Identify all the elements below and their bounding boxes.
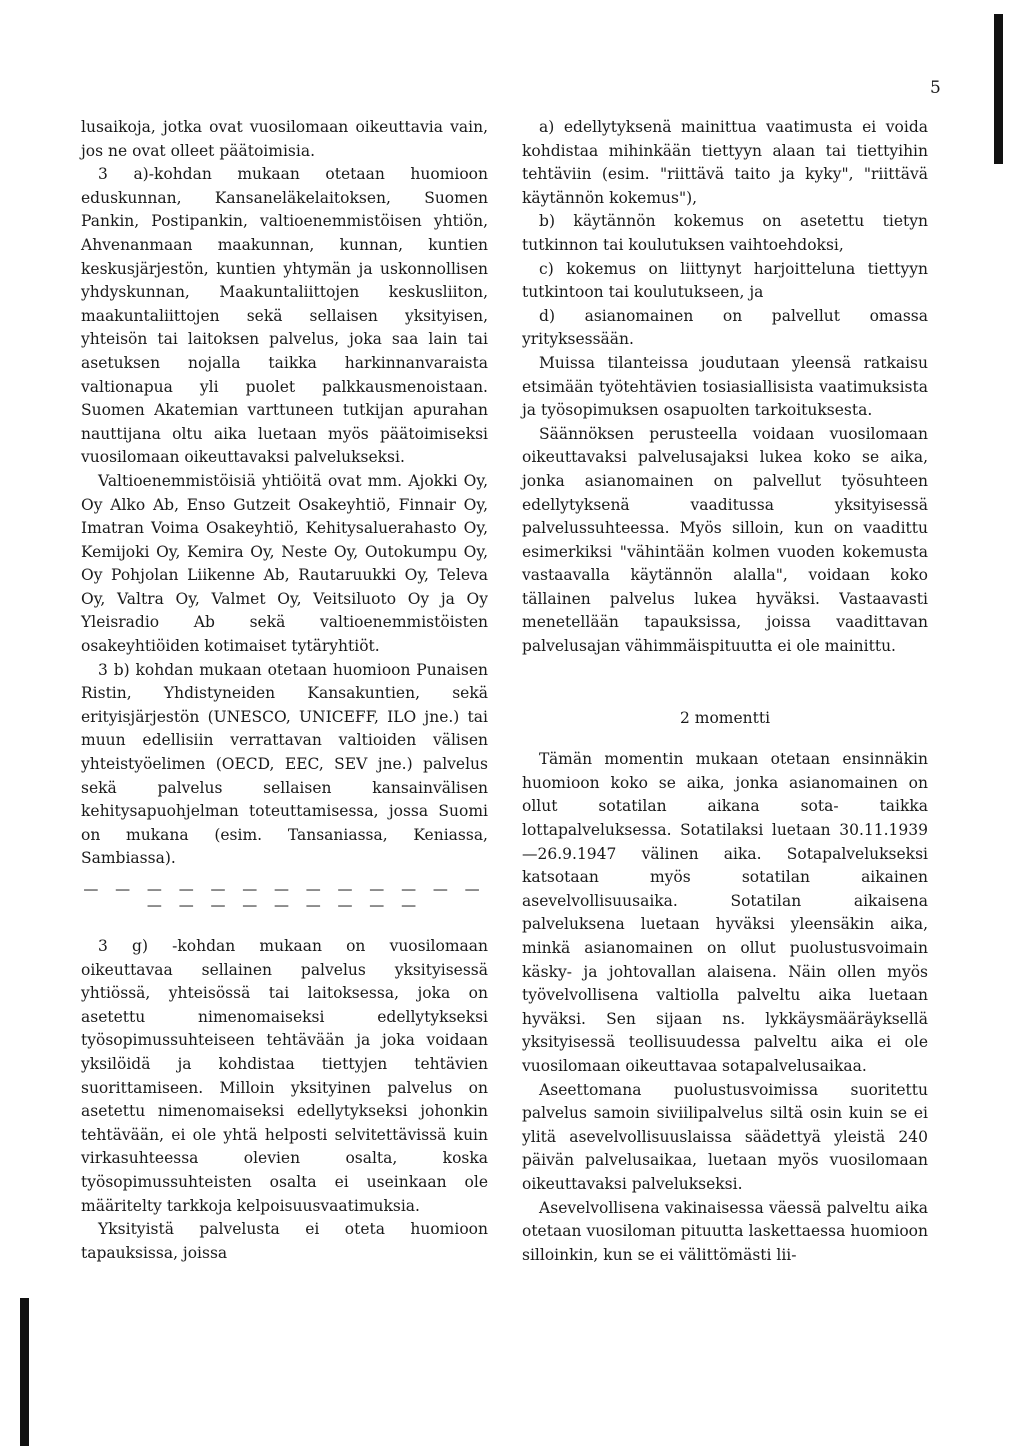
paragraph: Yksityistä palvelusta ei oteta huomioon tapauksissa, joissa <box>81 1220 488 1262</box>
section-heading: 2 momentti <box>679 708 771 727</box>
paragraph: 3 b) kohdan mukaan otetaan huomioon Punaisen Ristin, Yhdistyneiden Kansakuntien, sekä erityisjärjestön (UNESCO, UNICEFF, ILO jne.) tai muun edellisiin verrattavan valtioiden välisen yhteistyöelimen (OECD, EEC, SEV jne.) palvelus sekä palvelus sellaisen kansainvälisen kehitysapuohjelman toteuttamisessa, jossa Suomi on mukana (esim. Tansaniassa, Keniassa, Sambiassa). <box>81 660 488 868</box>
scan-edge-bar-bottom <box>20 1298 29 1446</box>
paragraph: Valtioenemmistöisiä yhtiöitä ovat mm. Ajokki Oy, Oy Alko Ab, Enso Gutzeit Osakeyhtiö, Finnair Oy, Imatran Voima Osakeyhtiö, Kehitysaluerahasto Oy, Kemijoki Oy, Kemira Oy, Neste Oy, Outokumpu Oy, Oy Pohjolan Liikenne Ab, Rautaruukki Oy, Televa Oy, Valtra Oy, Valmet Oy, Veitsiluoto Oy ja Oy Yleisradio Ab sekä valtioenemmistöisten osakeyhtiöiden kotimaiset tytäryhtiöt. <box>81 471 488 656</box>
list-item: b) käytännön kokemus on asetettu tietyn tutkinnon tai koulutuksen vaihtoehdoksi, <box>522 212 928 254</box>
paragraph: Muissa tilanteissa joudutaan yleensä ratkaisu etsimään työtehtävien tosiasiallisista vaatimuksista ja työsopimuksen osapuolten tarkoituksesta. <box>522 353 928 420</box>
paragraph: Asevelvollisena vakinaisessa väessä palveltu aika otetaan vuosiloman pituutta laskettaessa huomioon silloinkin, kun se ei välittömästi lii- <box>522 1198 928 1264</box>
left-column <box>81 116 488 1265</box>
page-number: 5 <box>930 78 941 98</box>
paragraph: Tämän momentin mukaan otetaan ensinnäkin huomioon koko se aika, jonka asianomainen on ollut sotatilan aikana sota- taikka lottapalveluksessa. Sotatilaksi luetaan 30.11.1939—26.9.1947 välinen aika. Sotapalvelukseksi katsotaan myös sotatilan aikainen asevelvollisuusaika. Sotatilan aikaisena palveluksena luetaan hyväksi yleensäkin aika, minkä asianomainen on ollut puolustusvoimain käsky- ja johtovallan alaisena. Näin ollen myös työvelvollisena valtiolla palveltu aika luetaan hyväksi. Sen sijaan ns. lykkäysmääräyksellä yksityisessä teollisuudessa palveltu aika ei ole vuosilomaan oikeuttavaa sotapalvelusaikaa. <box>522 750 928 1075</box>
right-column <box>522 116 928 1267</box>
list-item: a) edellytyksenä mainittua vaatimusta ei voida kohdistaa mihinkään tiettyyn alaan tai tiettyihin tehtäviin (esim. "riittävä taito ja kyky", "riittävä käytännön kokemus"), <box>522 118 928 207</box>
section-separator: — — — — — — — — — — — — — — — — — — — — — — <box>83 880 486 914</box>
list-item: c) kokemus on liittynyt harjoitteluna tiettyyn tutkintoon tai koulutukseen, ja <box>522 259 928 302</box>
list-item: d) asianomainen on palvellut omassa yrityksessään. <box>522 306 928 349</box>
scan-edge-bar-top <box>994 14 1003 164</box>
paragraph: 3 a)-kohdan mukaan otetaan huomioon eduskunnan, Kansaneläkelaitoksen, Suomen Pankin, Postipankin, valtioenemmistöisen yhtiön, Ahvenanmaan maakunnan, kunnan, kuntien keskusjärjestön, kuntien yhtymän ja uskonnollisen yhdyskunnan, Maakuntaliittojen keskusliiton, maakuntaliittojen sekä sellaisen yksityisen, yhteisön tai laitoksen palvelus, joka saa lain tai asetuksen nojalla taikka harkinnanvaraista valtionapua yli puolet palkkausmenoistaan. Suomen Akatemian varttuneen tutkijan apurahan nauttijana oltu aika luetaan myös päätoimiseksi vuosilomaan oikeuttavaksi palvelukseksi. <box>81 165 488 467</box>
paragraph: 3 g) -kohdan mukaan on vuosilomaan oikeuttavaa sellainen palvelus yksityisessä yhtiössä, yhteisössä tai laitoksessa, joka on asetettu nimenomaiseksi edellytykseksi työsopimussuhteiseen tehtävään ja joka voidaan yksilöidä ja kohdistaa tiettyjen tehtävien suorittamiseen. Milloin yksityinen palvelus on asetettu nimenomaiseksi edellytykseksi johonkin tehtävään, ei ole yhtä helposti selvitettävissä kuin virkasuhteessa olevien osalta, koska työsopimussuhteisten osalta ei useinkaan ole määritelty tarkkoja kelpoisuusvaatimuksia. <box>81 937 488 1215</box>
paragraph: Säännöksen perusteella voidaan vuosilomaan oikeuttavaksi palvelusajaksi lukea koko se aika, jonka asianomainen on palvellut työsuhteen edellytyksenä vaaditussa yksityisessä palvelussuhteessa. Myös silloin, kun on vaadittu esimerkiksi "vähintään kolmen vuoden kokemusta vastaavalla käytännön alalla", voidaan koko tällainen palvelus lukea hyväksi. Vastaavasti menetellään tapauksissa, joissa vaadittavan palvelusajan vähimmäispituutta ei ole mainittu. <box>522 424 928 656</box>
paragraph: lusaikoja, jotka ovat vuosilomaan oikeuttavia vain, jos ne ovat olleet päätoimisia. <box>81 118 488 160</box>
paragraph: Aseettomana puolustusvoimissa suoritettu palvelus samoin siviilipalvelus siltä osin kuin se ei ylitä asevelvollisuuslaissa säädettyä yleistä 240 päivän palvelusaikaa, luetaan myös vuosilomaan oikeuttavaksi palvelukseksi. <box>522 1080 928 1193</box>
